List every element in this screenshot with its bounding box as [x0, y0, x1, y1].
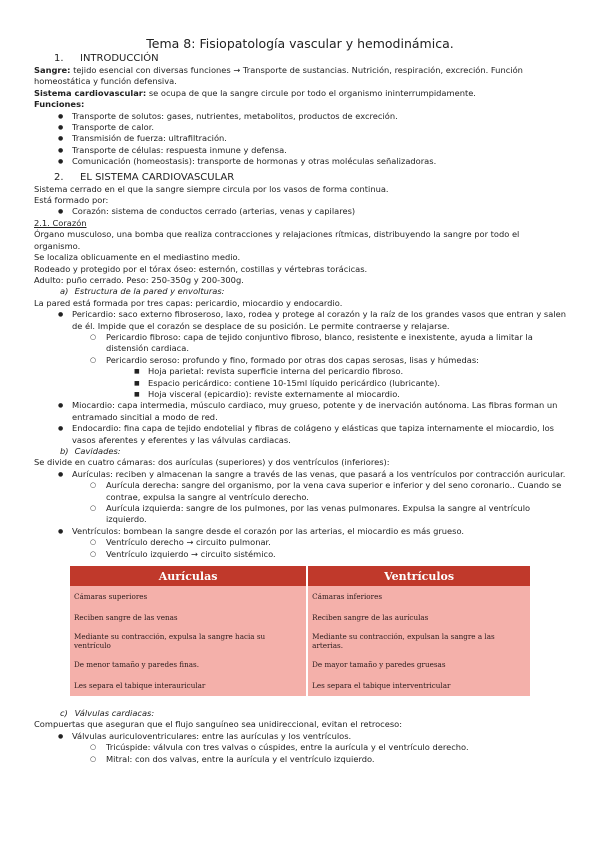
- subheading-c: c) Válvulas cardiacas:: [60, 708, 155, 719]
- cavidades-list-2: [34, 526, 566, 537]
- page-title: Tema 8: Fisiopatología vascular y hemodinámica.: [146, 36, 454, 51]
- table-row: [70, 586, 530, 607]
- list-item: ■ Espacio pericárdico: contiene 10-15ml líquido pericárdico (lubricante).: [134, 378, 566, 389]
- paragraph: Se localiza oblicuamente en el mediastino medio.: [34, 252, 241, 263]
- list-item: ● Pericardio: saco externo fibroseroso, laxo, rodea y protege al corazón y la raíz de los grandes vasos que entran y salen de él. Impide que el corazón se desplace de su posición. Le permite contraerse y relajarse.: [34, 309, 566, 332]
- table-row: [70, 607, 530, 628]
- list-item: ○ Ventrículo derecho → circuito pulmonar.: [56, 537, 566, 548]
- table-cell: Les separa el tabique interauricular: [70, 675, 306, 696]
- list-item: ■ Hoja visceral (epicardio): reviste externamente al miocardio.: [134, 389, 566, 400]
- list-item: ● Miocardio: capa intermedia, músculo cardiaco, muy grueso, potente y de inervación autónoma. Las fibras forman un entramado sincitial a modo de red.: [34, 400, 566, 423]
- valvulas-sublist: [34, 742, 566, 765]
- table-cell: De mayor tamaño y paredes gruesas: [308, 654, 530, 675]
- list-item: ○ Pericardio fibroso: capa de tejido conjuntivo fibroso, blanco, resistente e inexistente, ayuda a limitar la distensión cardiaca.: [56, 332, 566, 355]
- list-item: ○ Aurícula derecha: sangre del organismo, por la vena cava superior e inferior y del seno coronario.. Cuando se contrae, expulsa la sangre al ventrículo derecho.: [56, 480, 566, 503]
- list-item: ● Endocardio: fina capa de tejido endotelial y fibras de colágeno y elásticas que tapiza internamente el miocardio, los vasos aferentes y eferentes y las válvulas cardiacas.: [34, 423, 566, 446]
- list-item: ● Transporte de calor.: [34, 122, 566, 133]
- cavidades-list: [34, 469, 566, 480]
- sangre-paragraph: Sangre: tejido esencial con diversas funciones → Transporte de sustancias. Nutrición, respiración, excreción. Función homeostática y función defensiva.: [34, 65, 523, 87]
- list-item: ○ Mitral: con dos valvas, entre la aurícula y el ventrículo izquierdo.: [56, 754, 566, 765]
- list-item: ○ Aurícula izquierda: sangre de los pulmones, por las venas pulmonares. Expulsa la sangre al ventrículo izquierdo.: [56, 503, 566, 526]
- pericardio-sublist: [34, 332, 566, 366]
- table-cell: Les separa el tabique interventricular: [308, 675, 530, 696]
- list-item: ● Comunicación (homeostasis): transporte de hormonas y otras moléculas señalizadoras.: [34, 156, 566, 167]
- table-cell: Cámaras inferiores: [308, 586, 530, 607]
- table-header: Aurículas: [70, 566, 306, 586]
- list-item: ● Aurículas: reciben y almacenan la sangre a través de las venas, que pasará a los ventrículos por contracción auricular.: [34, 469, 566, 480]
- list-item: ○ Tricúspide: válvula con tres valvas o cúspides, entre la aurícula y el ventrículo derecho.: [56, 742, 566, 753]
- table-header-row: [70, 566, 530, 586]
- table-cell: Reciben sangre de las venas: [70, 607, 306, 628]
- section-heading-1: 1. INTRODUCCIÓN: [54, 53, 159, 64]
- valvulas-list: [34, 731, 566, 742]
- subheading-b: b) Cavidades:: [60, 446, 121, 456]
- table-cell: Mediante su contracción, expulsan la sangre a las arterias.: [308, 628, 530, 654]
- subsection-heading: 2.1. Corazón: [34, 217, 87, 228]
- paragraph: Está formado por:: [34, 195, 109, 206]
- table-row: [70, 654, 530, 675]
- auriculas-sublist: [34, 480, 566, 526]
- funciones-list: [34, 111, 566, 168]
- list-item: ● Ventrículos: bombean la sangre desde el corazón por las arterias, el miocardio es más grueso.: [34, 526, 566, 537]
- comparison-table: [68, 566, 532, 696]
- list-item: ○ Pericardio seroso: profundo y fino, formado por otras dos capas serosas, lisas y húmedas:: [56, 355, 566, 366]
- list-item: ○ Ventrículo izquierdo → circuito sistémico.: [56, 549, 566, 560]
- list-item: ● Transporte de células: respuesta inmune y defensa.: [34, 145, 566, 156]
- list-item: ● Transmisión de fuerza: ultrafiltración.: [34, 133, 566, 144]
- list-item: ● Válvulas auriculoventriculares: entre las aurículas y los ventrículos.: [34, 731, 566, 742]
- table-cell: Mediante su contracción, expulsa la sangre hacia su ventrículo: [70, 628, 306, 654]
- capas-list: [34, 309, 566, 332]
- subheading-a: a) Estructura de la pared y envolturas:: [60, 286, 225, 297]
- capas-list-2: [34, 400, 566, 446]
- paragraph: Se divide en cuatro cámaras: dos aurículas (superiores) y dos ventrículos (inferiores):: [34, 457, 390, 468]
- table-row: [70, 628, 530, 654]
- table-cell: Reciben sangre de las aurículas: [308, 607, 530, 628]
- paragraph: La pared está formada por tres capas: pericardio, miocardio y endocardio.: [34, 297, 343, 308]
- table-cell: De menor tamaño y paredes finas.: [70, 654, 306, 675]
- seroso-sublist: [34, 366, 566, 400]
- paragraph: Órgano musculoso, una bomba que realiza contracciones y relajaciones rítmicas, distribuyendo la sangre por todo el organismo.: [34, 229, 520, 251]
- paragraph: Compuertas que aseguran que el flujo sanguíneo sea unidireccional, evitan el retroceso:: [34, 719, 403, 730]
- paragraph: Rodeado y protegido por el tórax óseo: esternón, costillas y vértebras torácicas.: [34, 263, 368, 274]
- table-cell: Cámaras superiores: [70, 586, 306, 607]
- corazon-list: [34, 206, 566, 217]
- list-item: ● Corazón: sistema de conductos cerrado (arterias, venas y capilares): [34, 206, 566, 217]
- table-row: [70, 675, 530, 696]
- funciones-label: Funciones:: [34, 99, 85, 110]
- section-heading-2: 2. EL SISTEMA CARDIOVASCULAR: [54, 171, 235, 183]
- table-header: Ventrículos: [308, 566, 530, 586]
- ventriculos-sublist: [34, 537, 566, 560]
- sistema-paragraph: Sistema cardiovascular: se ocupa de que la sangre circule por todo el organismo ininterrumpidamente.: [34, 87, 476, 98]
- list-item: ● Transporte de solutos: gases, nutrientes, metabolitos, productos de excreción.: [34, 111, 566, 122]
- list-item: ■ Hoja parietal: revista superficie interna del pericardio fibroso.: [134, 366, 566, 377]
- paragraph: Adulto: puño cerrado. Peso: 250-350g y 200-300g.: [34, 274, 244, 285]
- paragraph: Sistema cerrado en el que la sangre siempre circula por los vasos de forma continua.: [34, 183, 389, 194]
